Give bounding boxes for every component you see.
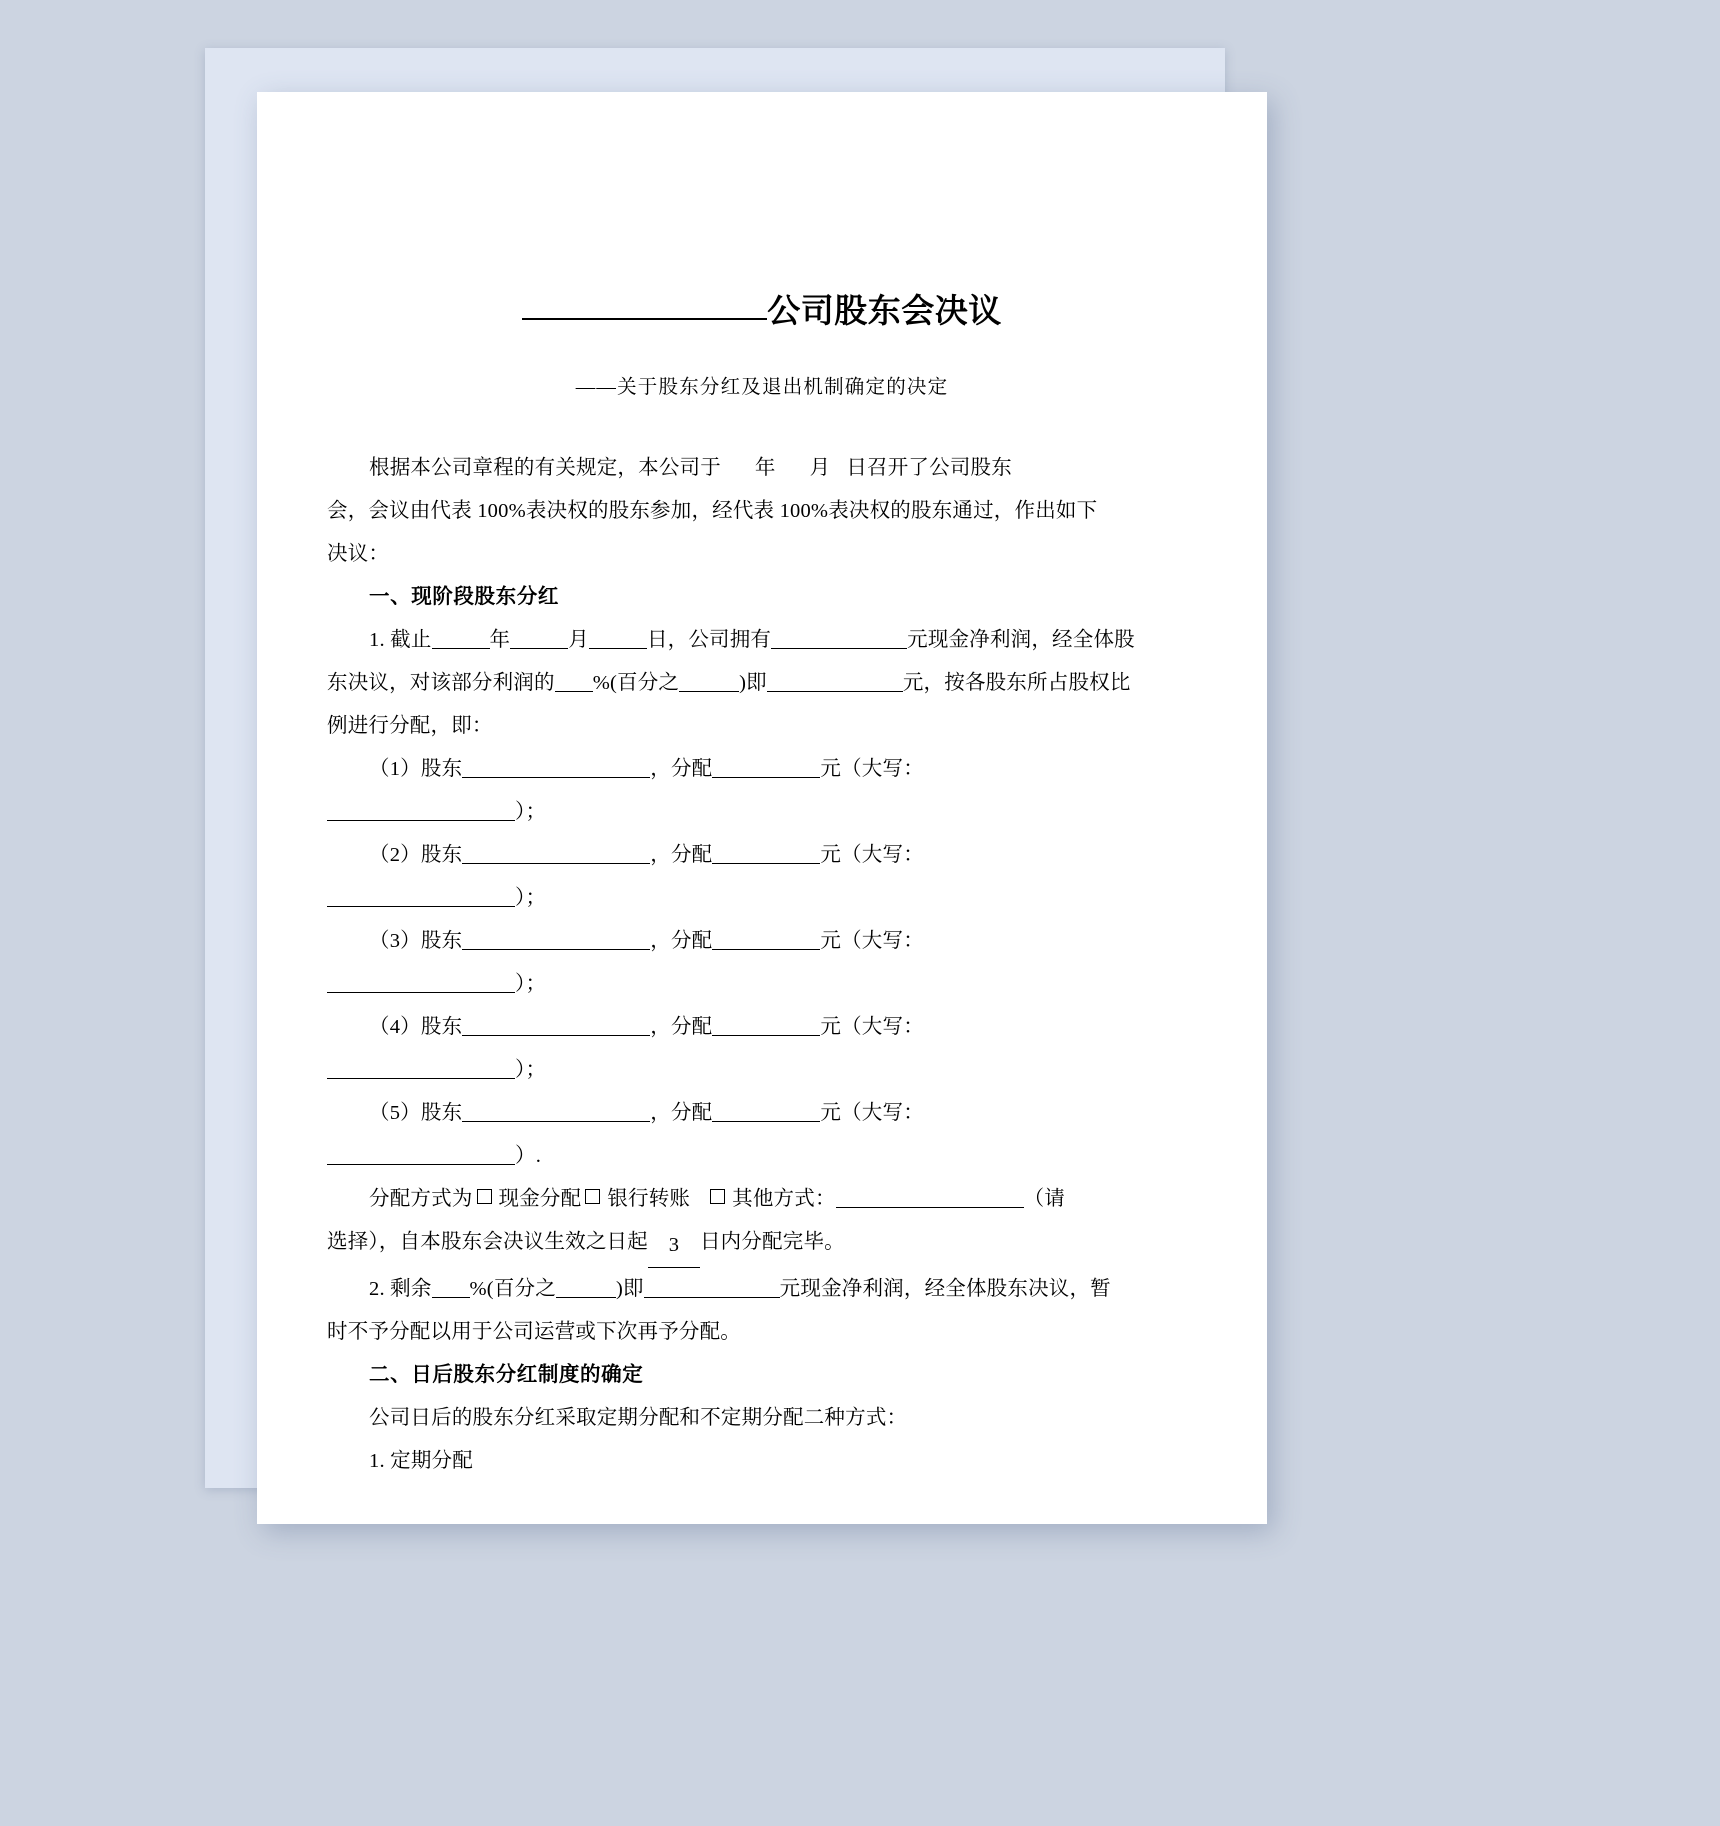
intro-text-a: 根据本公司章程的有关规定，本公司于 <box>369 457 721 480</box>
item-2-text-b: )即 <box>615 1278 644 1301</box>
distribution-trailing: （请 <box>1023 1188 1066 1211</box>
item-1-text-c: 东决议，对该部分利润的 <box>327 672 555 695</box>
shareholder-1-label: 股东 <box>420 758 463 781</box>
document-page-sheet <box>257 92 1267 1524</box>
section-one-item-1-line-1 <box>327 619 1197 662</box>
distribution-method-line-2 <box>327 1221 1197 1268</box>
item-1-text-e: 元，按各股东所占股权比 <box>902 672 1131 695</box>
section-two-line-1: 公司日后的股东分红采取定期分配和不定期分配二种方式： <box>369 1407 908 1430</box>
item-2-percent-blank[interactable] <box>432 1276 470 1298</box>
shareholder-row-3-line-2 <box>327 963 1197 1006</box>
shareholder-3-unit: 元（大写： <box>820 930 924 953</box>
item-1-profit-amount-blank[interactable] <box>771 627 907 649</box>
section-two-heading: 二、日后股东分红制度的确定 <box>369 1364 644 1387</box>
item-1-number: 1. <box>369 629 385 652</box>
item-1-text-d: )即 <box>739 672 767 695</box>
shareholder-4-mid: ，分配 <box>650 1016 713 1039</box>
item-1-text-a: 截止 <box>390 629 432 652</box>
shareholder-5-mid: ，分配 <box>650 1102 713 1125</box>
checkbox-bank-transfer[interactable] <box>585 1189 600 1204</box>
item-1-year-label: 年 <box>489 629 511 652</box>
shareholder-4-tail: ）； <box>515 1059 547 1082</box>
item-1-month-label: 月 <box>568 629 589 652</box>
shareholder-row-4-line-2 <box>327 1049 1197 1092</box>
item-2-percent-symbol: %(百分之 <box>469 1278 556 1301</box>
item-1-month-blank[interactable] <box>510 627 568 649</box>
shareholder-1-index: （1） <box>369 758 421 781</box>
shareholder-3-index: （3） <box>369 930 421 953</box>
item-2-text-c: 元现金净利润，经全体股东决议，暂 <box>779 1278 1111 1301</box>
title-text: 公司股东会决议 <box>767 291 1002 330</box>
shareholder-2-label: 股东 <box>420 844 463 867</box>
shareholder-4-index: （4） <box>369 1016 421 1039</box>
shareholder-2-amount-words-blank[interactable] <box>327 885 515 907</box>
distribution-line2-a: 选择），自本股东会决议生效之日起 <box>327 1231 648 1254</box>
shareholder-2-mid: ，分配 <box>650 844 713 867</box>
document-body <box>257 92 1267 1524</box>
distribution-method-line-1 <box>327 1178 1197 1221</box>
item-1-percent-blank[interactable] <box>555 670 593 692</box>
shareholder-2-amount-blank[interactable] <box>712 842 820 864</box>
intro-paragraph-line-2: 会，会议由代表 100%表决权的股东参加，经代表 100%表决权的股东通过，作出如下 <box>327 500 1098 523</box>
intro-paragraph-line-1 <box>327 447 1197 490</box>
document-subtitle: ——关于股东分红及退出机制确定的决定 <box>575 377 949 399</box>
shareholder-row-5-line-2 <box>327 1135 1197 1178</box>
shareholder-row-2-line-2 <box>327 877 1197 920</box>
shareholder-1-unit: 元（大写： <box>820 758 924 781</box>
shareholder-1-amount-words-blank[interactable] <box>327 799 515 821</box>
item-1-percent-symbol: %(百分之 <box>592 672 680 695</box>
shareholder-5-tail: ）. <box>515 1145 542 1168</box>
intro-month-label: 月 <box>809 457 831 480</box>
distribution-days-value[interactable]: 3 <box>648 1224 700 1268</box>
item-1-percent-words-blank[interactable] <box>679 670 739 692</box>
shareholder-5-amount-blank[interactable] <box>712 1100 820 1122</box>
shareholder-2-index: （2） <box>369 844 421 867</box>
checkbox-other-method[interactable] <box>710 1189 725 1204</box>
item-2-amount-blank[interactable] <box>644 1276 780 1298</box>
title-blank-line <box>522 318 767 320</box>
shareholder-5-index: （5） <box>369 1102 421 1125</box>
shareholder-3-name-blank[interactable] <box>462 928 650 950</box>
shareholder-row-1-line-2 <box>327 791 1197 834</box>
shareholder-row-4-line-1 <box>327 1006 1197 1049</box>
shareholder-4-amount-blank[interactable] <box>712 1014 820 1036</box>
shareholder-1-tail: ）； <box>515 801 547 824</box>
shareholder-3-label: 股东 <box>420 930 463 953</box>
shareholder-3-amount-blank[interactable] <box>712 928 820 950</box>
shareholder-4-unit: 元（大写： <box>820 1016 924 1039</box>
shareholder-row-5-line-1 <box>327 1092 1197 1135</box>
section-one-item-2-line-2: 时不予分配以用于公司运营或下次再予分配。 <box>327 1321 741 1344</box>
shareholder-3-mid: ，分配 <box>650 930 713 953</box>
shareholder-row-2-line-1 <box>327 834 1197 877</box>
shareholder-1-name-blank[interactable] <box>462 756 650 778</box>
shareholder-4-amount-words-blank[interactable] <box>327 1057 515 1079</box>
shareholder-2-unit: 元（大写： <box>820 844 924 867</box>
item-2-text-a: 剩余 <box>390 1278 432 1301</box>
item-2-number: 2. <box>369 1278 385 1301</box>
page-title <box>327 290 1197 331</box>
intro-paragraph-line-3: 决议： <box>327 543 390 566</box>
distribution-option-bank-label: 银行转账 <box>607 1188 691 1211</box>
shareholder-3-amount-words-blank[interactable] <box>327 971 515 993</box>
shareholder-5-amount-words-blank[interactable] <box>327 1143 515 1165</box>
item-1-year-blank[interactable] <box>432 627 490 649</box>
shareholder-row-1-line-1 <box>327 748 1197 791</box>
item-1-day-label: 日，公司拥有 <box>646 629 772 652</box>
shareholder-1-amount-blank[interactable] <box>712 756 820 778</box>
shareholder-row-3-line-1 <box>327 920 1197 963</box>
section-one-item-2-line-1 <box>327 1268 1197 1311</box>
item-1-day-blank[interactable] <box>589 627 647 649</box>
shareholder-1-mid: ，分配 <box>650 758 713 781</box>
section-one-item-1-line-2 <box>327 662 1197 705</box>
item-2-percent-words-blank[interactable] <box>556 1276 616 1298</box>
checkbox-cash-distribution[interactable] <box>477 1189 492 1204</box>
intro-year-label: 年 <box>754 457 776 480</box>
distribution-option-cash-label: 现金分配 <box>498 1188 582 1211</box>
distribution-other-method-blank[interactable] <box>836 1186 1024 1208</box>
shareholder-2-tail: ）； <box>515 887 547 910</box>
shareholder-5-unit: 元（大写： <box>820 1102 924 1125</box>
distribution-method-lead: 分配方式为 <box>369 1188 473 1211</box>
shareholder-3-tail: ）； <box>515 973 547 996</box>
shareholder-2-name-blank[interactable] <box>462 842 650 864</box>
shareholder-4-label: 股东 <box>420 1016 463 1039</box>
shareholder-5-name-blank[interactable] <box>462 1100 650 1122</box>
distribution-option-other-label: 其他方式： <box>732 1188 836 1211</box>
intro-day-label: 日召开了公司股东 <box>846 457 1012 480</box>
section-one-heading: 一、现阶段股东分红 <box>369 586 559 609</box>
section-two-item-1: 1. 定期分配 <box>369 1450 473 1473</box>
item-1-text-b: 元现金净利润，经全体股 <box>907 629 1135 652</box>
distribution-line2-b: 日内分配完毕。 <box>699 1231 845 1254</box>
shareholder-4-name-blank[interactable] <box>462 1014 650 1036</box>
item-1-distribute-amount-blank[interactable] <box>767 670 903 692</box>
section-one-item-1-line-3: 例进行分配，即： <box>327 715 493 738</box>
shareholder-5-label: 股东 <box>420 1102 463 1125</box>
